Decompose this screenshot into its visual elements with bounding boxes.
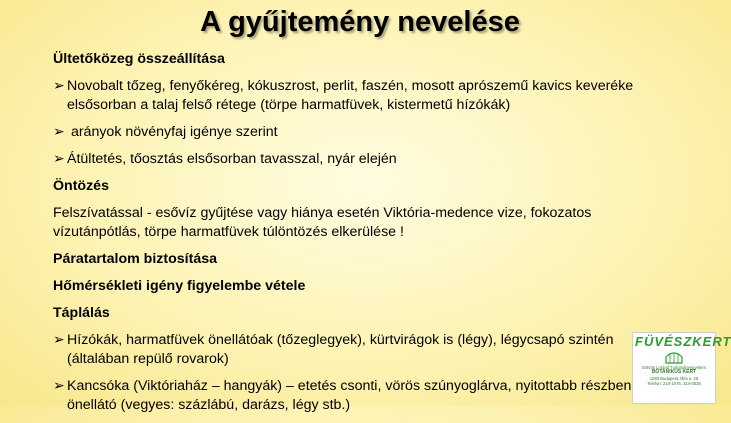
bullet-item (53, 77, 678, 115)
bullet-text: Kancsóka (Viktóriaház – hangyák) – etetés csonti, vörös szúnyoglárva, nyitottabb részben önellátó (vegyes: százlábú, darázs, légy stb.) (67, 378, 632, 413)
arrow-bullet-icon: ➢ (53, 151, 65, 167)
arrow-bullet-icon: ➢ (53, 332, 65, 348)
heading-taplalas: Táplálás (53, 305, 110, 321)
bullet-item (53, 123, 678, 142)
fuveszkert-logo (632, 332, 731, 404)
arrow-bullet-icon: ➢ (53, 124, 65, 140)
arrow-bullet-icon: ➢ (53, 378, 65, 394)
bullet-text: arányok növényfaj igénye szerint (67, 124, 278, 140)
heading-ultetokozeg: Ültetőközeg összeállítása (53, 51, 225, 67)
slide-body (53, 50, 678, 423)
bullet-text: Hízókák, harmatfüvek önellátóak (tőzeglegyek), kürtvirágok is (légy), légycsapó szintén (általában repülő rovarok) (67, 332, 614, 367)
bullet-item (53, 377, 678, 415)
bullet-item (53, 331, 678, 369)
greenhouse-icon (664, 350, 684, 364)
slide-title: A gyűjtemény nevelése (200, 6, 520, 38)
logo-name: FÜVÉSZKERT (635, 334, 731, 349)
arrow-bullet-icon: ➢ (53, 78, 65, 94)
heading-paratartalom: Páratartalom biztosítása (53, 251, 218, 267)
bullet-item (53, 150, 678, 169)
heading-homerseklet: Hőmérsékleti igény figyelembe vétele (53, 278, 306, 294)
bullet-text: Átültetés, tőosztás elsősorban tavasszal, nyár elején (67, 151, 397, 167)
logo-address: Eötvös Loránd Tudományegyetem BOTANIKUS KERT 1083 Budapest, Illés u. 25 Telefon: 210-1076, 314-0535 (642, 365, 706, 387)
heading-ontozes: Öntözés (53, 178, 109, 194)
bullet-text: Novobalt tőzeg, fenyőkéreg, kókuszrost, perlit, faszén, mosott aprószemű kavics keveréke elsősorban a talaj felső rétege (törpe harmatfüvek, kistermetű hízókák) (67, 78, 634, 113)
ontozes-text: Felszívatással - esővíz gyűjtése vagy hiánya esetén Viktória-medence vize, fokozatos vízutánpótlás, törpe harmatfüvek túlöntözés elkerülése ! (53, 205, 592, 240)
